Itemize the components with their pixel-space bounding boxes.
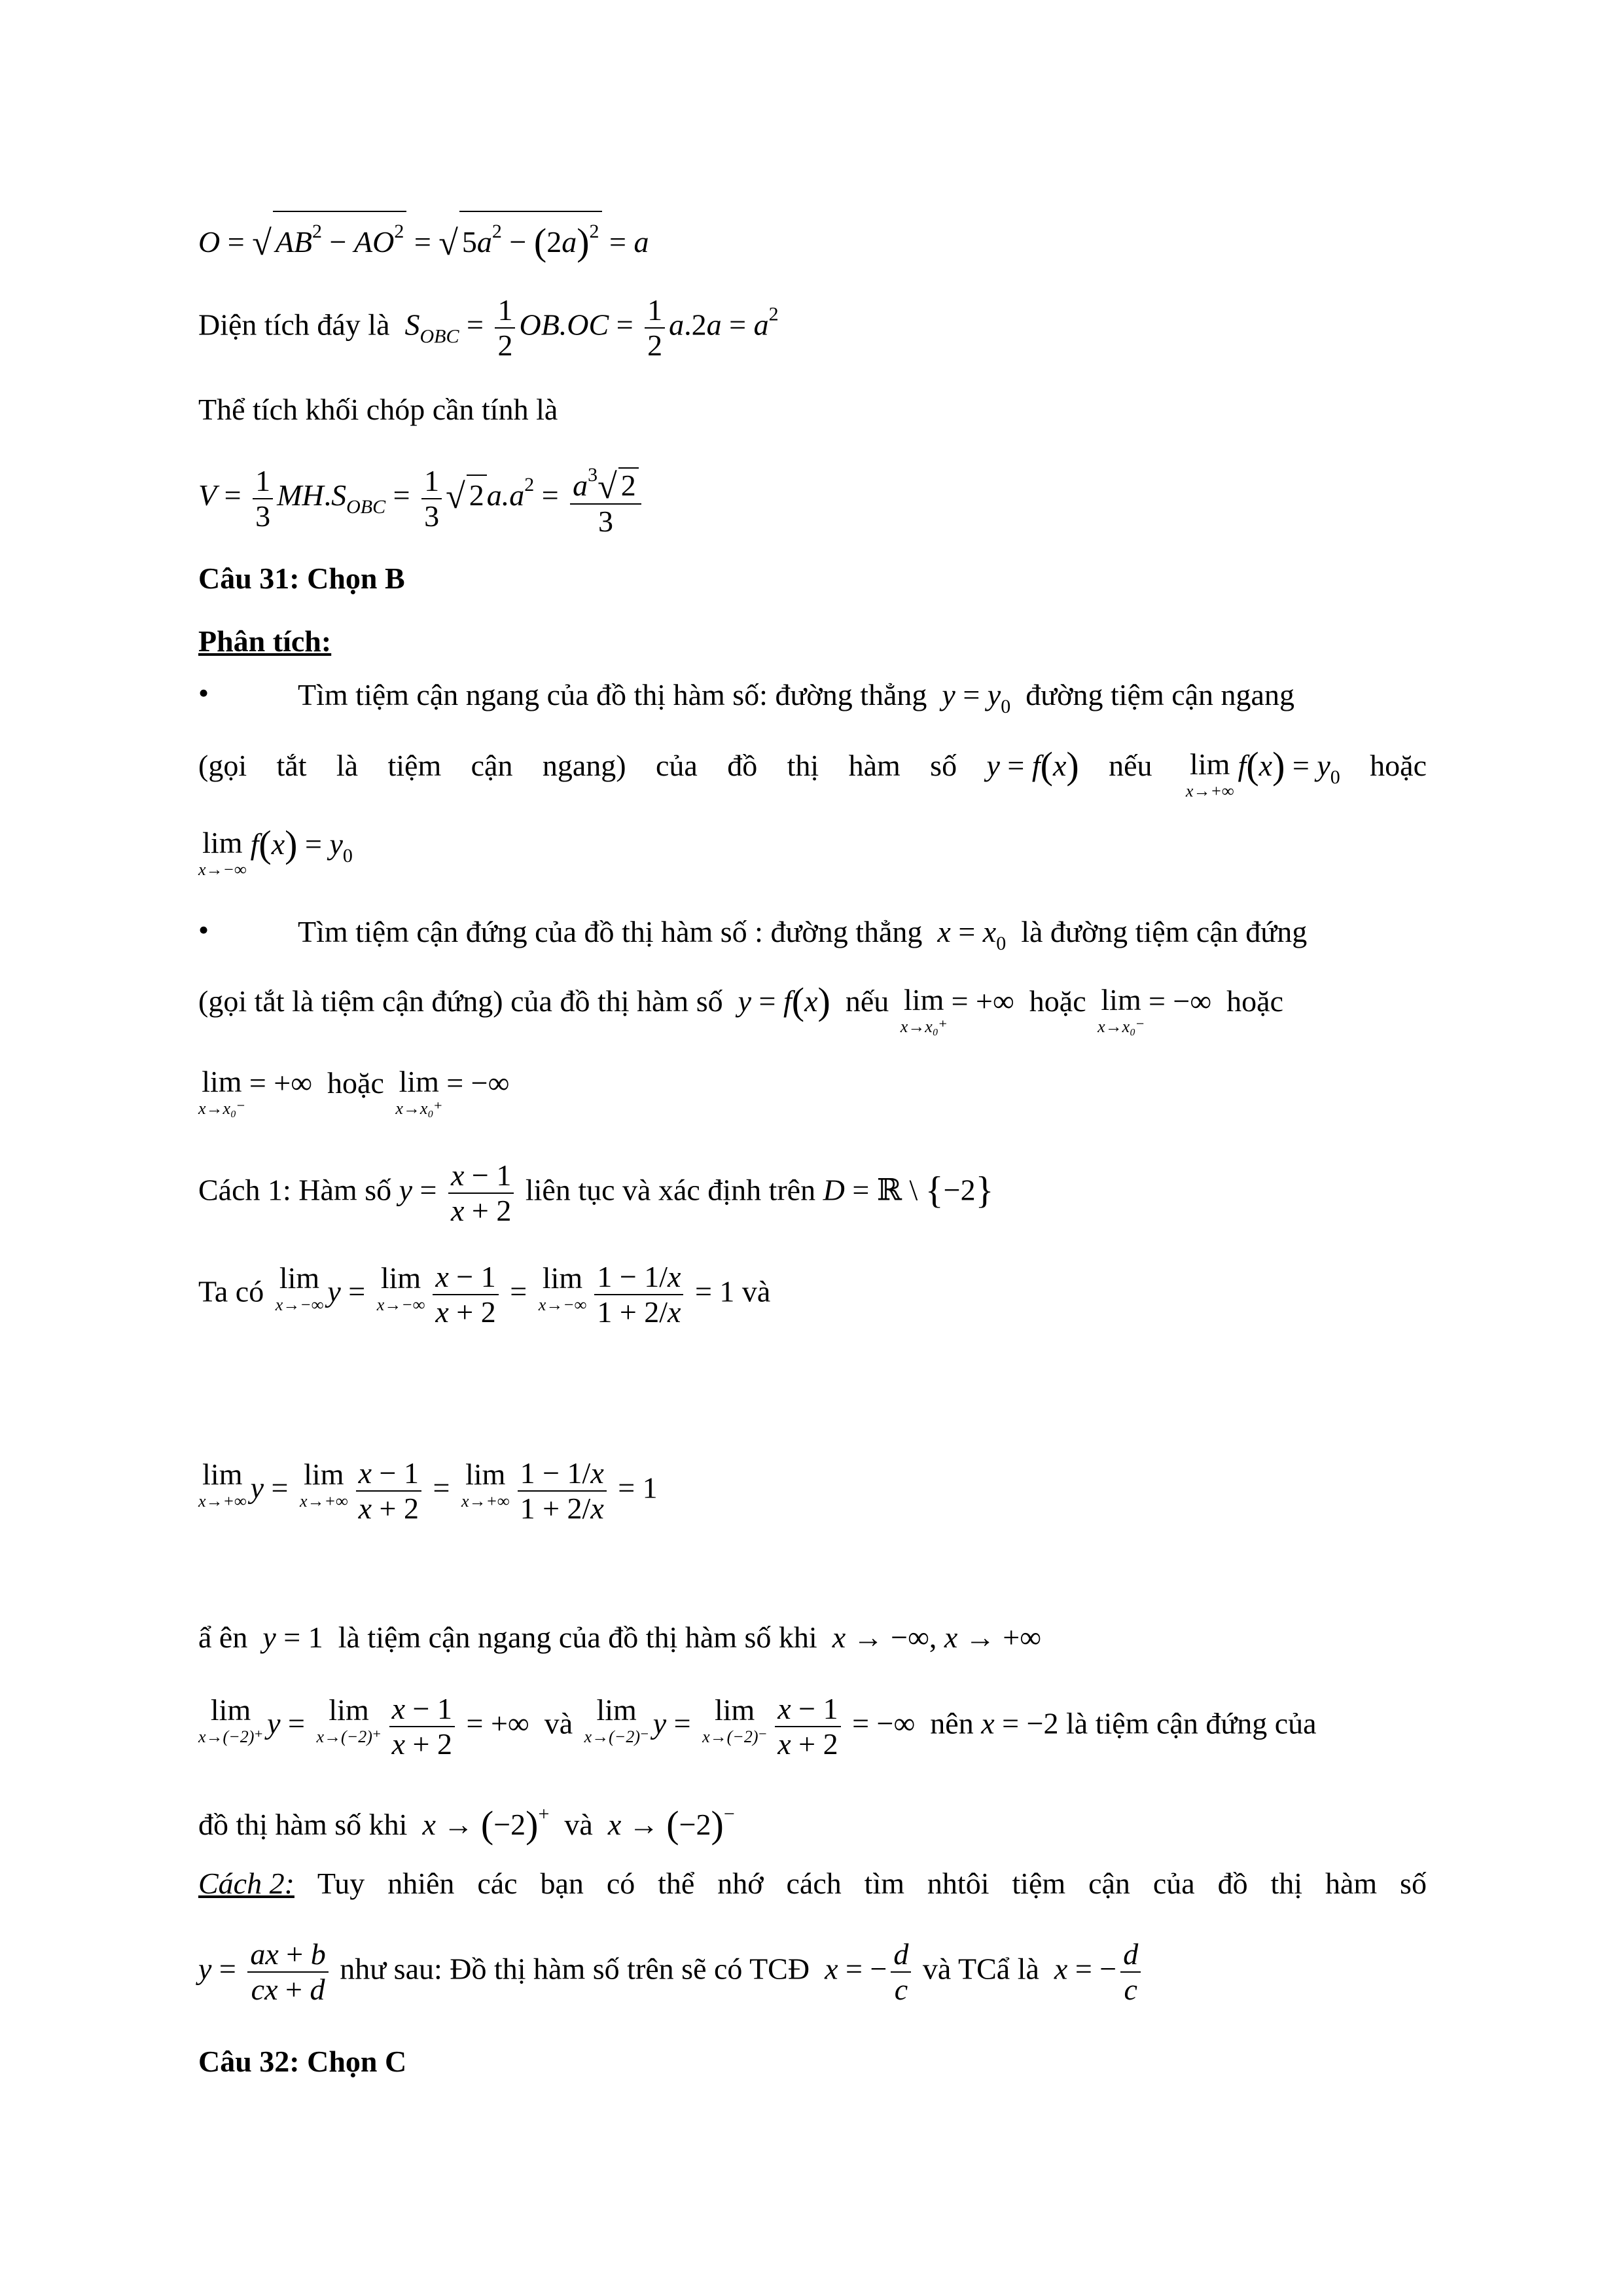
- word: là tiệm cận ngang của đồ thị hàm số khi: [338, 1621, 817, 1654]
- word: và: [741, 1274, 771, 1308]
- word: tắt: [276, 749, 307, 782]
- word: như sau: Đồ thị hàm số trên sẽ có TCĐ: [340, 1952, 810, 1986]
- word: thị: [1270, 1867, 1303, 1900]
- bullet-1-line-1: Tìm tiệm cận ngang của đồ thị hàm số: đường thẳng $y = y_0$ đường tiệm cận ngang: [298, 678, 1294, 717]
- word: (gọi: [198, 749, 247, 782]
- word: nếu: [845, 984, 889, 1018]
- word: hoặc: [327, 1066, 384, 1100]
- word: và TCẩ là: [922, 1952, 1039, 1986]
- word: Ta có: [198, 1274, 264, 1308]
- method-2-line-1: [198, 1864, 1427, 1903]
- analysis-heading: Phân tích:: [198, 624, 332, 658]
- word: đồ thị hàm số khi: [198, 1808, 408, 1841]
- bullet-2-text-b: là đường tiệm cận đứng: [1021, 915, 1308, 948]
- bullet-1-text-b: đường tiệm cận ngang: [1026, 678, 1294, 711]
- volume-equation: V = $\frac{1}{3}$ $MH.S_{OBC}$ = $\frac{1}{3}$ √ $2a.a^2$ = $\frac{a^3√ 2}{3}$: [198, 458, 1427, 539]
- method-2-label: Cách 2:: [198, 1867, 294, 1900]
- word: nhớ: [717, 1867, 764, 1900]
- bullet-2-text-a: Tìm tiệm cận đứng của đồ thị hàm số : đường thẳng: [298, 915, 923, 948]
- word: nếu: [1109, 749, 1152, 782]
- math-y-fx: y = f(x): [986, 744, 1079, 787]
- word: nhtôi: [927, 1867, 990, 1900]
- bullet-2-line-3: lim x→x₀⁻ = +∞ hoặc lim x→x₀⁺ = −∞: [198, 1065, 510, 1118]
- word: bạn: [540, 1867, 584, 1900]
- bullet-1-line-3: lim x→−∞ $f(x) = y_0$: [198, 823, 353, 879]
- bullet-icon: •: [198, 913, 209, 946]
- question-31-heading: Câu 31: Chọn B: [198, 562, 405, 595]
- method-1-line: Cách 1: Hàm số y = $\frac{x - 1}{x + 2}$ liên tục và xác định trên D = ℝ \ {−2}: [198, 1158, 994, 1227]
- math-lim-plus-inf: lim x→+∞ $f(x) = y_0$: [1185, 744, 1340, 800]
- vertical-asymptote-line-2: đồ thị hàm số khi x → (−2)+ và x → (−2)−: [198, 1803, 735, 1846]
- word: tìm: [864, 1867, 905, 1900]
- horizontal-asymptote-line: ẩ ên y = 1 là tiệm cận ngang của đồ thị hàm số khi x → −∞, x → +∞: [198, 1621, 1042, 1654]
- word: đồ: [727, 749, 758, 782]
- question-32-heading: Câu 32: Chọn C: [198, 2045, 407, 2078]
- word: các: [477, 1867, 518, 1900]
- word: nên: [930, 1706, 974, 1740]
- word: có: [606, 1867, 635, 1900]
- method-2-line-2: y = $\frac{ax + b}{cx + d}$ như sau: Đồ thị hàm số trên sẽ có TCĐ x = − $\frac{d}{c}$ và TCẩ là x = − $\frac{d}{c}$: [198, 1937, 1427, 2007]
- word: đồ: [1217, 1867, 1248, 1900]
- word: hàm: [848, 749, 901, 782]
- word: của: [1152, 1867, 1195, 1900]
- word: số: [930, 749, 957, 782]
- bullet-2-line-1: Tìm tiệm cận đứng của đồ thị hàm số : đường thẳng $x = x_0$ là đường tiệm cận đứng: [298, 915, 1308, 954]
- word: là: [336, 749, 359, 782]
- method-1-text-b: liên tục và xác định trên: [525, 1173, 816, 1207]
- word: thị: [787, 749, 819, 782]
- word: hoặc: [1226, 984, 1284, 1018]
- word: hoặc: [1370, 749, 1427, 782]
- word: Tuy: [317, 1867, 365, 1900]
- bullet-2-line-2: (gọi tắt là tiệm cận đứng) của đồ thị hàm số y = f(x) nếu lim x→x₀⁺ = +∞ hoặc lim x→x₀⁻ = −∞ hoặc: [198, 980, 1284, 1036]
- word: của: [656, 749, 698, 782]
- word: cận: [471, 749, 513, 782]
- word: là tiệm cận đứng của: [1066, 1706, 1317, 1740]
- bullet-1-text-a: Tìm tiệm cận ngang của đồ thị hàm số: đường thẳng: [298, 678, 927, 711]
- area-line: Diện tích đáy là $S_{OBC}$ = $\frac{1}{2}$ OB.OC = $\frac{1}{2}$ $a.2a = a^2$: [198, 293, 779, 362]
- word: thể: [658, 1867, 695, 1900]
- word: tiệm: [387, 749, 442, 782]
- word: nhiên: [387, 1867, 455, 1900]
- word: và: [544, 1706, 573, 1740]
- word: hàm: [1325, 1867, 1378, 1900]
- method-1-text-a: Cách 1: Hàm số: [198, 1173, 392, 1207]
- limit-minus-inf-line: Ta có lim x→−∞ y = lim x→−∞ $\frac{x - 1}{x + 2}$ = lim x→−∞ $\frac{1 - 1/x}{1 + 2/x}$ = 1 và: [198, 1260, 771, 1329]
- bullet-1-line-2: [198, 746, 1427, 800]
- word: cận: [1088, 1867, 1130, 1900]
- word: ngang): [542, 749, 626, 782]
- vertical-asymptote-line: lim x→(−2)⁺ y = lim x→(−2)⁺ $\frac{x - 1}{x + 2}$ = +∞ và lim x→(−2)⁻ y = lim x→(−2)⁻ $\frac{x - 1}{x + 2}$ = −∞ nên x = −2 là tiệm cận đứng của: [198, 1692, 1317, 1761]
- bullet-2-text-c: (gọi tắt là tiệm cận đứng) của đồ thị hàm số: [198, 984, 723, 1018]
- volume-heading: Thể tích khối chóp cần tính là: [198, 393, 558, 426]
- word: hoặc: [1029, 984, 1086, 1018]
- word: và: [564, 1808, 593, 1841]
- word: ẩ ên: [198, 1621, 248, 1654]
- word: tiệm: [1012, 1867, 1066, 1900]
- area-label: Diện tích đáy là: [198, 308, 390, 342]
- limit-plus-inf-line: lim x→+∞ y = lim x→+∞ $\frac{x - 1}{x + 2}$ = lim x→+∞ $\frac{1 - 1/x}{1 + 2/x}$ = 1: [198, 1456, 658, 1525]
- bullet-icon: •: [198, 676, 209, 709]
- equation-line-1: O = √ $AB^2 - AO^2$ = √ $5a^2 - (2a)^2 = a$: [198, 211, 1427, 262]
- word: cách: [786, 1867, 842, 1900]
- word: số: [1400, 1867, 1427, 1900]
